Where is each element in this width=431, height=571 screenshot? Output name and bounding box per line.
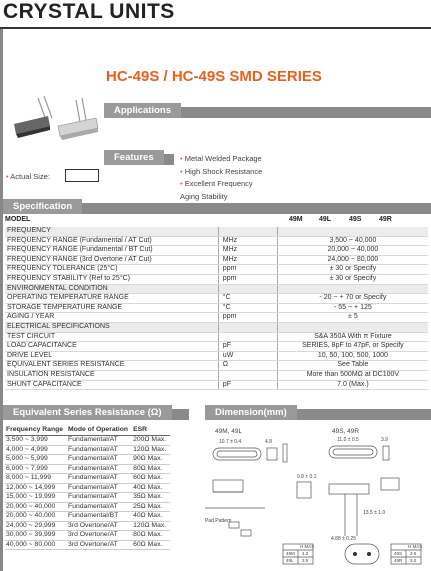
spec-unit: uW <box>218 351 277 361</box>
esr-row <box>5 521 170 531</box>
spec-category-row <box>5 227 428 236</box>
esr-value: 120Ω Max. <box>132 521 170 531</box>
spec-category-row <box>5 284 428 294</box>
esr-mode: 3rd Overtone/AT <box>67 531 132 541</box>
spec-row <box>5 370 428 380</box>
spec-row <box>5 351 428 361</box>
spec-value: SERIES, 8pF to 47pF, or Specify <box>277 342 428 352</box>
spec-value: ± 30 or Specify <box>277 274 428 284</box>
spec-value <box>277 322 428 332</box>
esr-range: 5,000 ~ 5,999 <box>5 455 67 465</box>
esr-range: 6,000 ~ 7,999 <box>5 464 67 474</box>
esr-row <box>5 436 170 446</box>
spec-param: OPERATING TEMPERATURE RANGE <box>5 294 218 304</box>
spec-param: SHUNT CAPACITANCE <box>5 380 218 390</box>
esr-range: 4,000 ~ 4,999 <box>5 445 67 455</box>
esr-range: 15,000 ~ 19,999 <box>5 493 67 503</box>
h-row-model: 49R <box>394 558 403 563</box>
spec-param: FREQUENCY RANGE (3rd Overtone / AT Cut) <box>5 255 218 265</box>
spec-unit <box>218 322 277 332</box>
spec-param: DRIVE LEVEL <box>5 351 218 361</box>
spec-row <box>5 342 428 352</box>
feature-item: • High Shock Resistance <box>180 166 262 179</box>
spec-row <box>5 246 428 256</box>
h-row-value: 3.5 <box>302 558 309 563</box>
spec-param: FREQUENCY RANGE (Fundamental / BT Cut) <box>5 246 218 256</box>
h-max-right: H MAX <box>408 544 423 549</box>
features-band <box>104 154 174 165</box>
esr-col-range: Frequency Range <box>5 424 67 436</box>
spec-value: S&A 350A With π Fixture <box>277 332 428 342</box>
spec-row <box>5 380 428 390</box>
spec-unit: pF <box>218 380 277 390</box>
dimension-heading: Dimension(mm) <box>205 405 297 420</box>
spec-param: AGING / YEAR <box>5 313 218 323</box>
spec-value: 20,000 ~ 40,000 <box>277 246 428 256</box>
spec-value: 24,000 ~ 80,000 <box>277 255 428 265</box>
esr-value: 200Ω Max. <box>132 436 170 446</box>
spec-unit <box>218 284 277 294</box>
feature-item: Aging Stability <box>180 191 228 201</box>
esr-col-mode: Mode of Operation <box>67 424 132 436</box>
spec-header-row <box>5 216 428 223</box>
esr-mode: Fundamental/AT <box>67 474 132 484</box>
h-row-value: 3.0 <box>410 558 417 563</box>
esr-band <box>3 409 189 420</box>
spec-row <box>5 274 428 284</box>
esr-value: 80Ω Max. <box>132 464 170 474</box>
spec-param: LOAD CAPACITANCE <box>5 342 218 352</box>
spec-category-row <box>5 322 428 332</box>
esr-row <box>5 531 170 541</box>
dim-f: 4.88 ± 0.25 <box>331 536 356 542</box>
spec-param: ELECTRICAL SPECIFICATIONS <box>5 322 218 332</box>
esr-row <box>5 512 170 522</box>
esr-mode: 3rd Overtone/AT <box>67 521 132 531</box>
dimension-drawing <box>205 422 427 570</box>
spec-value <box>277 284 428 294</box>
dim-d: 3.9 <box>381 437 388 443</box>
esr-range: 20,000 ~ 40,000 <box>5 502 67 512</box>
esr-row <box>5 502 170 512</box>
spec-row <box>5 265 428 275</box>
esr-range: 24,000 ~ 29,999 <box>5 521 67 531</box>
esr-table <box>5 424 170 550</box>
spec-value: ± 5 <box>277 313 428 323</box>
spec-unit: ppm <box>218 313 277 323</box>
page-title: CRYSTAL UNITS <box>3 0 175 23</box>
series-title: HC-49S / HC-49S SMD SERIES <box>106 68 322 85</box>
h-row-value: 4.2 <box>302 551 309 556</box>
esr-header-row <box>5 424 170 436</box>
dim-label-right: 49S, 49R <box>332 428 360 435</box>
spec-value: - 20 ~ + 70 or Specify <box>277 294 428 304</box>
h-max-left: H MAX <box>300 544 315 549</box>
feature-item: • Excellent Frequency <box>180 178 262 191</box>
esr-mode: Fundamental/AT <box>67 445 132 455</box>
esr-mode: Fundamental/AT <box>67 493 132 503</box>
spec-unit: °C <box>218 303 277 313</box>
esr-row <box>5 474 170 484</box>
h-row-model: 49S <box>394 551 403 556</box>
spec-row <box>5 361 428 371</box>
dim-g: 0.8 ± 0.1 <box>297 474 317 480</box>
spec-param: STORAGE TEMPERATURE RANGE <box>5 303 218 313</box>
esr-mode: Fundamental/AT <box>67 483 132 493</box>
specification-heading: Specification <box>3 199 82 214</box>
applications-heading: Applications <box>104 103 181 118</box>
spec-value: - 55 ~ + 125 <box>277 303 428 313</box>
spec-unit <box>218 370 277 380</box>
spec-param: ENVIRONMENTAL CONDITION <box>5 284 218 294</box>
esr-value: 60Ω Max. <box>132 474 170 484</box>
esr-row <box>5 455 170 465</box>
dim-e: 13.5 ± 1.0 <box>363 510 386 516</box>
model-49s: 49S <box>349 216 362 223</box>
esr-value: 60Ω Max. <box>132 540 170 550</box>
actual-size-box <box>65 169 99 182</box>
spec-unit: °C <box>218 294 277 304</box>
spec-unit: pF <box>218 342 277 352</box>
spec-value: ± 30 or Specify <box>277 265 428 275</box>
esr-value: 35Ω Max. <box>132 493 170 503</box>
esr-range: 40,000 ~ 80,000 <box>5 540 67 550</box>
applications-band <box>104 107 431 118</box>
spec-unit <box>218 332 277 342</box>
spec-param: FREQUENCY RANGE (Fundamental / AT Cut) <box>5 236 218 246</box>
left-margin-bar <box>0 29 3 571</box>
model-49m: 49M <box>289 216 303 223</box>
dim-c: 4.8 <box>265 439 272 445</box>
esr-mode: 3rd Overtone/AT <box>67 540 132 550</box>
spec-param: FREQUENCY <box>5 227 218 236</box>
spec-unit: ppm <box>218 265 277 275</box>
esr-range: 12,000 ~ 14,999 <box>5 483 67 493</box>
spec-row <box>5 255 428 265</box>
spec-unit: MHz <box>218 255 277 265</box>
dimension-band <box>205 409 431 420</box>
h-row-model: 49M <box>286 551 295 556</box>
h-row-value: 3.5 <box>410 551 417 556</box>
spec-value: 3,500 ~ 40,000 <box>277 236 428 246</box>
h-row-model: 49L <box>286 558 294 563</box>
spec-param: TEST CIRCUIT <box>5 332 218 342</box>
pad-pattern-label: Pad Pattern <box>205 518 232 524</box>
esr-value: 25Ω Max. <box>132 502 170 512</box>
spec-row <box>5 313 428 323</box>
spec-unit <box>218 227 277 236</box>
esr-value: 40Ω Max. <box>132 483 170 493</box>
esr-range: 30,000 ~ 39,999 <box>5 531 67 541</box>
spec-value: 7.0 (Max.) <box>277 380 428 390</box>
dim-label-left: 49M, 49L <box>215 428 243 435</box>
esr-value: 40Ω Max. <box>132 512 170 522</box>
title-rule <box>0 27 431 29</box>
spec-param: INSULATION RESISTANCE <box>5 370 218 380</box>
spec-row <box>5 294 428 304</box>
crystal-product-photo <box>10 96 102 148</box>
esr-mode: Fundamental/BT <box>67 512 132 522</box>
esr-mode: Fundamental/AT <box>67 455 132 465</box>
spec-param: FREQUENCY STABILITY (Ref to 25°C) <box>5 274 218 284</box>
spec-unit: MHz <box>218 236 277 246</box>
esr-range: 8,000 ~ 11,999 <box>5 474 67 484</box>
model-label: MODEL <box>5 216 31 223</box>
spec-param: EQUIVALENT SERIES RESISTANCE <box>5 361 218 371</box>
features-list <box>180 153 262 203</box>
spec-row <box>5 303 428 313</box>
esr-row <box>5 483 170 493</box>
spec-value: 10, 50, 100, 500, 1000 <box>277 351 428 361</box>
esr-col-esr: ESR <box>132 424 170 436</box>
esr-mode: Fundamental/AT <box>67 502 132 512</box>
esr-mode: Fundamental/AT <box>67 436 132 446</box>
esr-value: 120Ω Max. <box>132 445 170 455</box>
spec-param: FREQUENCY TOLERANCE (25°C) <box>5 265 218 275</box>
specification-band <box>3 203 431 214</box>
dim-b: 11.0 ± 0.5 <box>337 437 359 443</box>
esr-row <box>5 493 170 503</box>
esr-range: 3,500 ~ 3,999 <box>5 436 67 446</box>
model-49r: 49R <box>379 216 392 223</box>
dim-a: 10.7 ± 0.4 <box>219 439 242 445</box>
spec-unit: ppm <box>218 274 277 284</box>
spec-value <box>277 227 428 236</box>
spec-row <box>5 332 428 342</box>
spec-value: More than 500MΩ at DC100V <box>277 370 428 380</box>
actual-size-label: • Actual Size: <box>6 172 50 181</box>
esr-row <box>5 464 170 474</box>
esr-range: 20,000 ~ 40,000 <box>5 512 67 522</box>
esr-heading: Equivalent Series Resistance (Ω) <box>3 405 172 420</box>
esr-row <box>5 540 170 550</box>
esr-value: 90Ω Max. <box>132 455 170 465</box>
spec-unit: Ω <box>218 361 277 371</box>
spec-value: See Table <box>277 361 428 371</box>
specification-table <box>5 227 428 390</box>
spec-unit: MHz <box>218 246 277 256</box>
model-49l: 49L <box>319 216 332 223</box>
feature-item: • Metal Welded Package <box>180 153 262 166</box>
features-heading: Features <box>104 150 164 165</box>
spec-row <box>5 236 428 246</box>
esr-row <box>5 445 170 455</box>
esr-value: 80Ω Max. <box>132 531 170 541</box>
esr-mode: Fundamental/AT <box>67 464 132 474</box>
